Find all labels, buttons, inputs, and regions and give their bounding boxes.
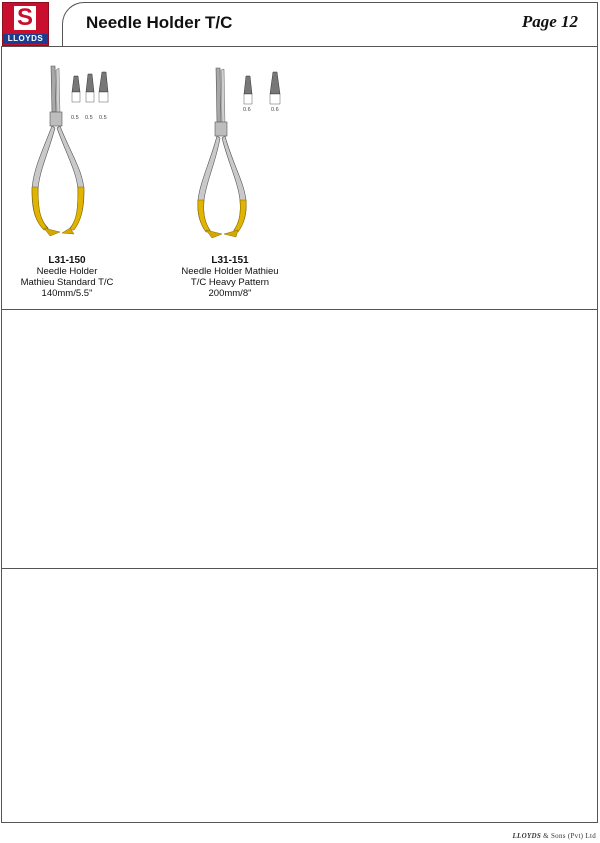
tip-size-label: 0.5 xyxy=(99,115,107,121)
section-divider xyxy=(1,568,598,569)
page-footer xyxy=(512,832,596,840)
product-name-line1: Needle Holder xyxy=(36,266,98,277)
product-code: L31-150 xyxy=(48,255,86,266)
product-l31-150 xyxy=(8,255,126,299)
page-number: Page 12 xyxy=(521,12,578,31)
section-divider xyxy=(1,309,598,310)
needle-holder-icon xyxy=(22,62,112,244)
product-name-line2: Mathieu Standard T/C xyxy=(20,277,114,288)
footer-brand: LLOYDS xyxy=(512,832,542,840)
product-name-line1: Needle Holder Mathieu xyxy=(181,266,279,277)
logo-letter: S xyxy=(14,6,36,30)
needle-holder-icon xyxy=(188,62,288,244)
page-header xyxy=(0,0,600,48)
product-l31-151 xyxy=(168,255,292,299)
tip-size-label: 0.6 xyxy=(243,107,251,113)
footer-company: & Sons (Pvt) Ltd xyxy=(543,832,596,840)
tip-size-label: 0.5 xyxy=(71,115,79,121)
page-title: Needle Holder T/C xyxy=(86,13,233,32)
product-name-line2: T/C Heavy Pattern xyxy=(190,277,270,288)
tip-size-label: 0.6 xyxy=(271,107,279,113)
product-size: 200mm/8" xyxy=(208,288,252,299)
logo-brand: LLOYDS xyxy=(3,34,48,44)
needle-holder-image-l31-151 xyxy=(188,62,288,244)
product-size: 140mm/5.5" xyxy=(41,288,93,299)
lloyds-logo xyxy=(2,2,49,46)
tip-size-label: 0.5 xyxy=(85,115,93,121)
product-code: L31-151 xyxy=(211,255,249,266)
needle-holder-image-l31-150 xyxy=(22,62,112,244)
